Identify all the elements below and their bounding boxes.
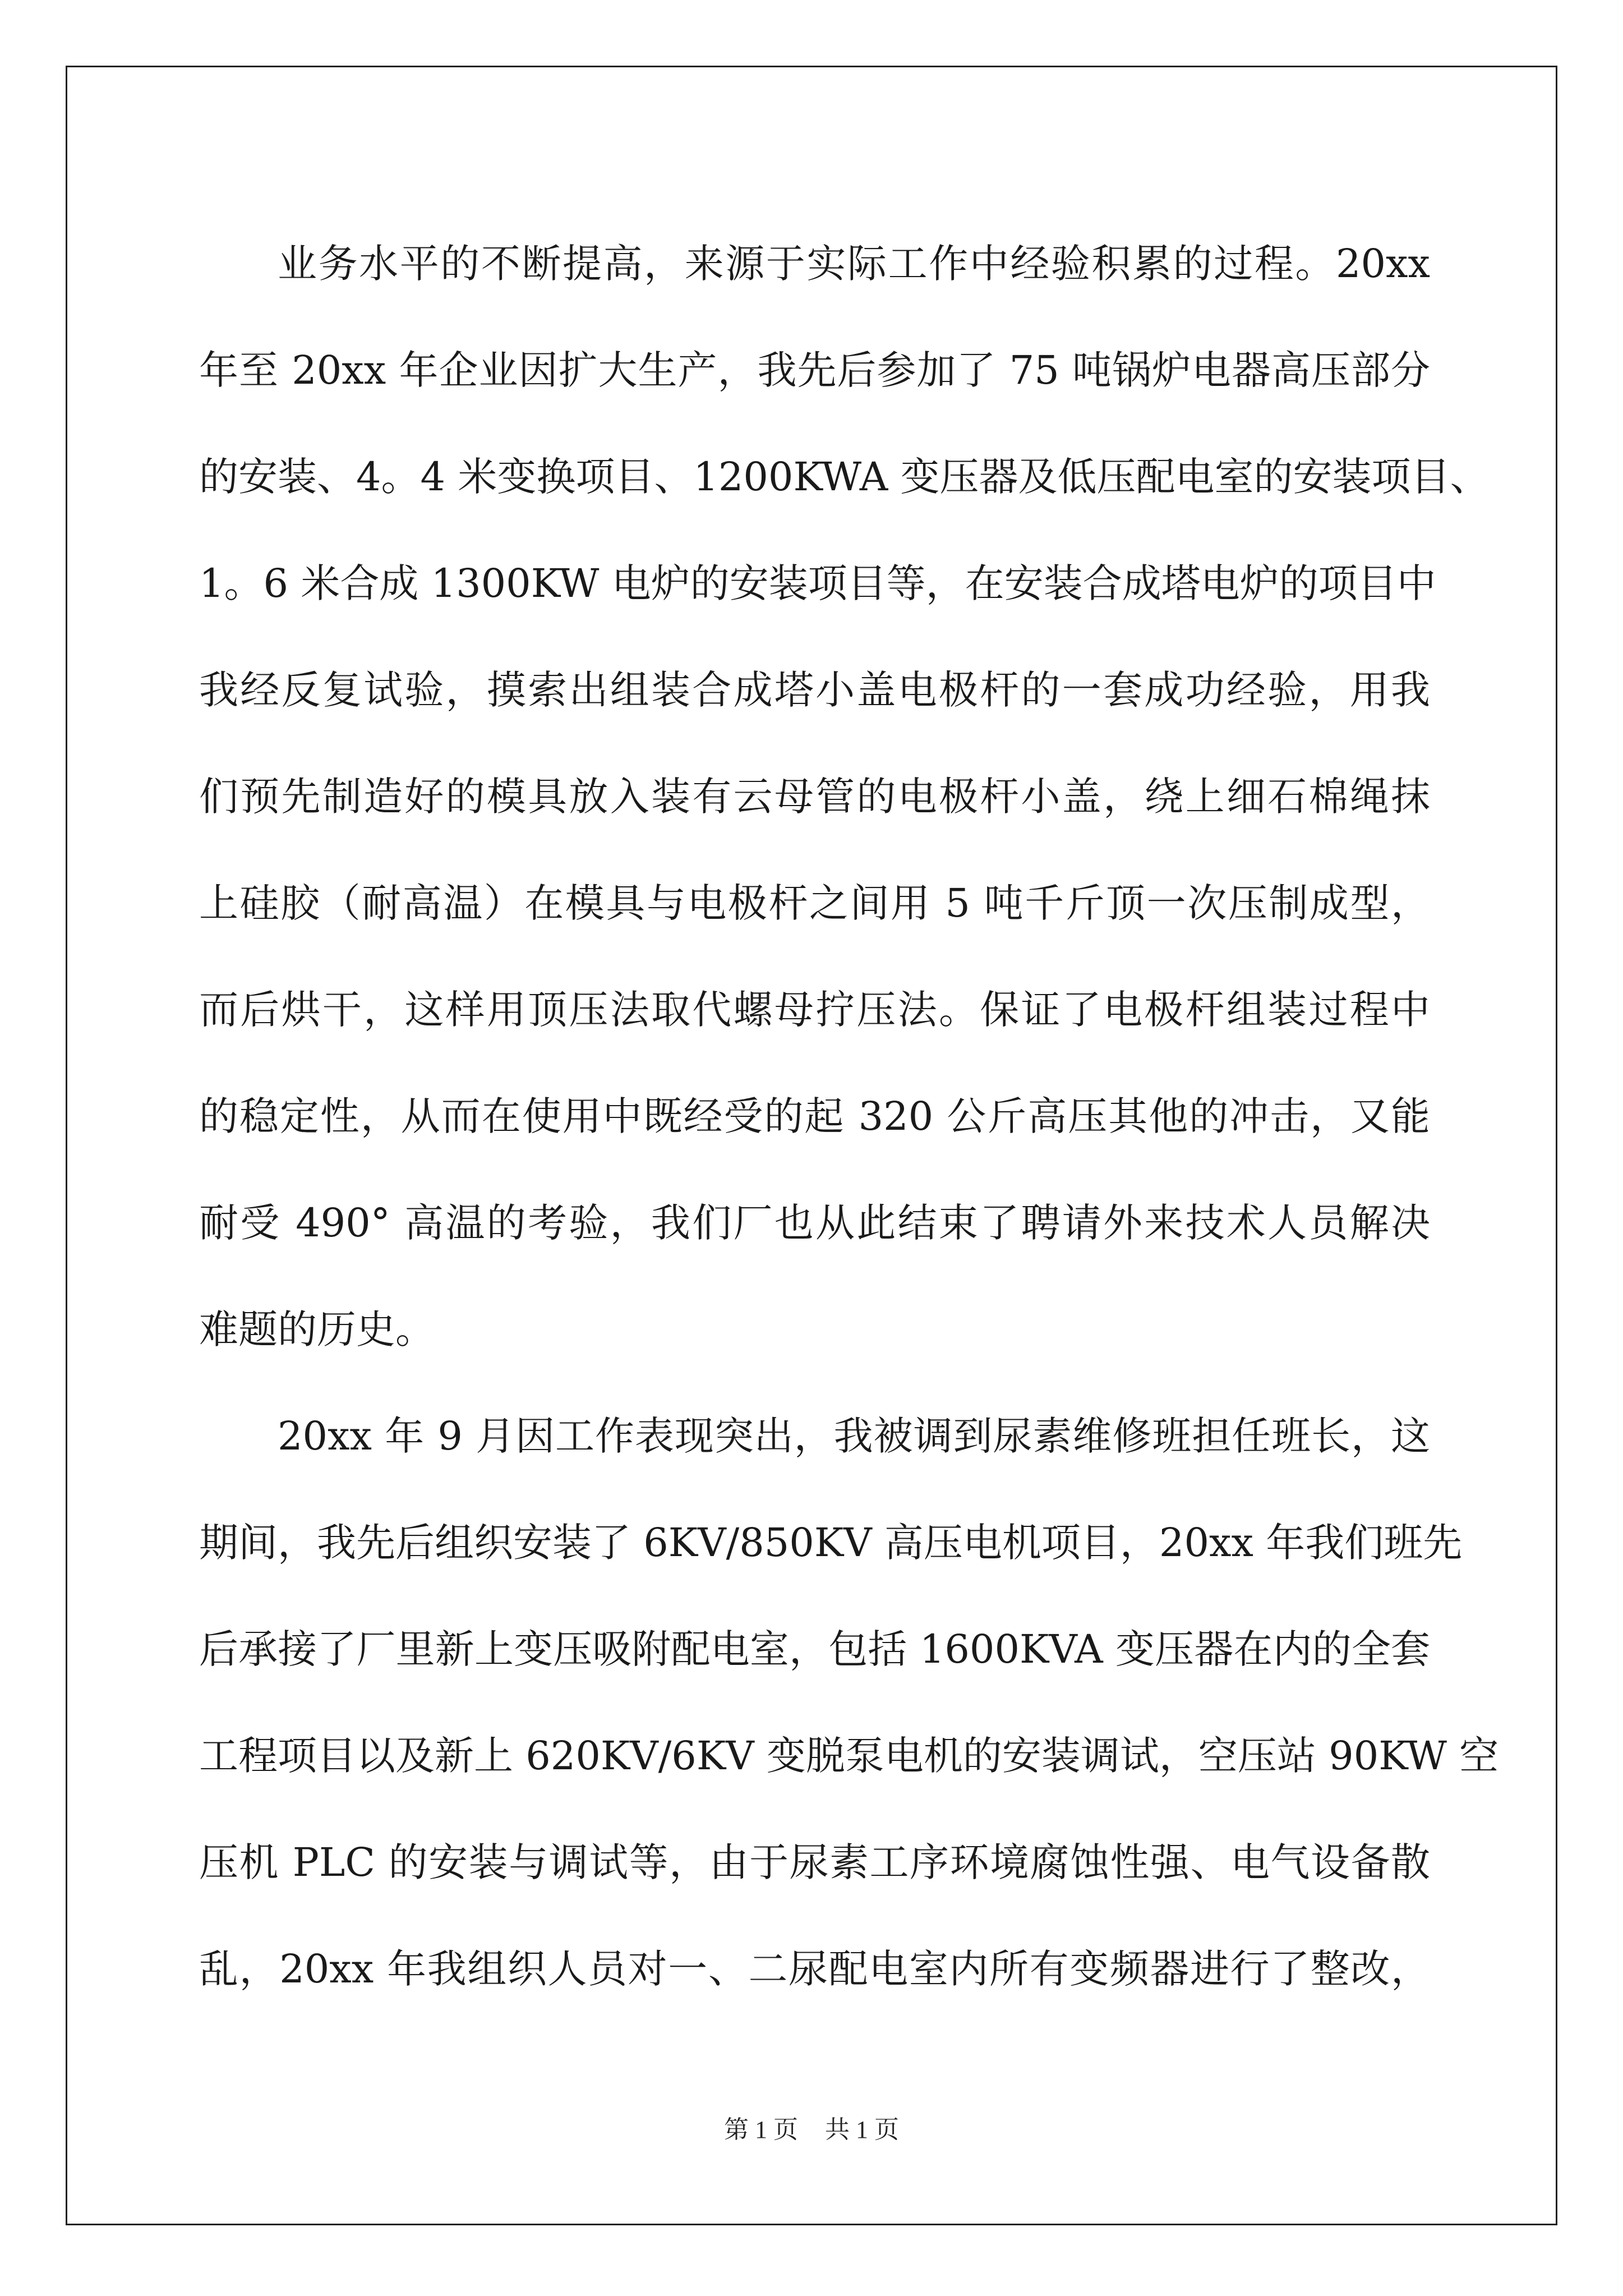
paragraph-2-line-6: 乱，20xx 年我组织人员对一、二尿配电室内所有变频器进行了整改，: [199, 1946, 1430, 1992]
page-number-total: 共 1 页: [825, 2116, 899, 2143]
paragraph-1-line-6: 们预先制造好的模具放入装有云母管的电极杆小盖，绕上细石棉绳抹: [199, 774, 1430, 820]
document-body: [199, 210, 1499, 2022]
paragraph-1-line-10: 耐受 490° 高温的考验，我们厂也从此结束了聘请外来技术人员解决: [199, 1200, 1430, 1246]
paragraph-2-line-1: 20xx 年 9 月因工作表现突出，我被调到尿素维修班担任班长，这: [278, 1413, 1430, 1459]
paragraph-1-line-4: 1。6 米合成 1300KW 电炉的安装项目等，在安装合成塔电炉的项目中: [199, 560, 1436, 606]
paragraph-2-line-4: 工程项目以及新上 620KV/6KV 变脱泵电机的安装调试，空压站 90KW 空: [199, 1733, 1499, 1779]
paragraph-2-line-5: 压机 PLC 的安装与调试等，由于尿素工序环境腐蚀性强、电气设备散: [199, 1839, 1430, 1885]
paragraph-1-line-9: 的稳定性，从而在使用中既经受的起 320 公斤高压其他的冲击，又能: [199, 1093, 1430, 1139]
paragraph-1-line-11: 难题的历史。: [199, 1306, 435, 1352]
paragraph-2-line-3: 后承接了厂里新上变压吸附配电室，包括 1600KVA 变压器在内的全套: [199, 1626, 1430, 1672]
paragraph-1-line-8: 而后烘干，这样用顶压法取代螺母拧压法。保证了电极杆组装过程中: [199, 987, 1430, 1033]
paragraph-1-line-3: 的安装、4。4 米变换项目、1200KWA 变压器及低压配电室的安装项目、: [199, 454, 1490, 500]
paragraph-2-line-2: 期间，我先后组织安装了 6KV/850KV 高压电机项目，20xx 年我们班先: [199, 1520, 1463, 1566]
paragraph-1-line-1: 业务水平的不断提高，来源于实际工作中经验积累的过程。20xx: [278, 241, 1430, 287]
paragraph-1-line-2: 年至 20xx 年企业因扩大生产，我先后参加了 75 吨锅炉电器高压部分: [199, 347, 1430, 393]
paragraph-1-line-5: 我经反复试验，摸索出组装合成塔小盖电极杆的一套成功经验，用我: [199, 667, 1430, 713]
page-number-current: 第 1 页: [724, 2116, 798, 2143]
paragraph-1-line-7: 上硅胶（耐高温）在模具与电极杆之间用 5 吨千斤顶一次压制成型，: [199, 880, 1430, 926]
page-footer: [0, 2109, 1623, 2145]
